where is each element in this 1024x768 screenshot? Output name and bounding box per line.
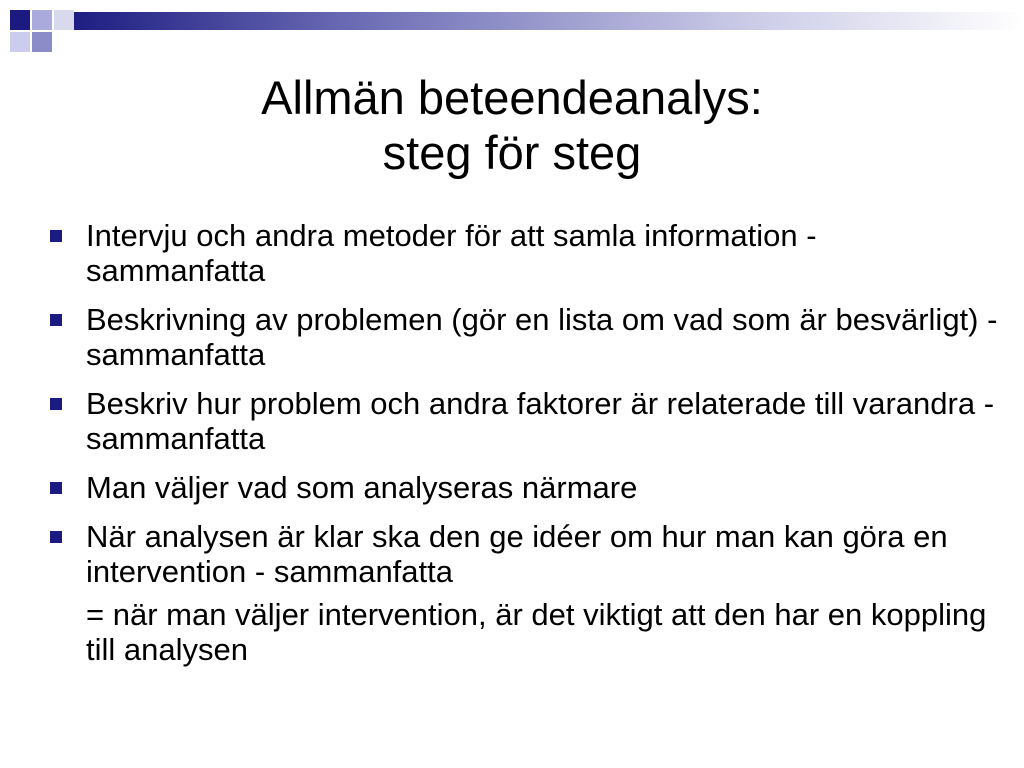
square-bullet-icon: [50, 531, 62, 543]
continuation-line: = när man väljer intervention, är det viktigt att den har en koppling till analysen: [86, 597, 987, 667]
decor-square: [32, 10, 52, 30]
bullet-text: Intervju och andra metoder för att samla information - sammanfatta: [86, 218, 817, 288]
list-item: [44, 386, 1004, 456]
decor-square: [10, 32, 30, 52]
square-bullet-icon: [50, 230, 62, 242]
decor-square: [32, 32, 52, 52]
continuation-text: [44, 597, 1004, 667]
list-item: [44, 519, 1004, 589]
slide-title: [0, 70, 1024, 180]
bullet-text: Man väljer vad som analyseras närmare: [86, 470, 638, 505]
list-item: [44, 470, 1004, 505]
list-item: [44, 302, 1004, 372]
header-decoration: [0, 0, 1024, 60]
bullet-text: När analysen är klar ska den ge idéer om hur man kan göra en intervention - sammanfatta: [86, 519, 948, 589]
gradient-bar: [60, 12, 1024, 30]
bullet-text: Beskrivning av problemen (gör en lista om vad som är besvärligt) - sammanfatta: [86, 302, 998, 372]
title-line-1: Allmän beteendeanalys:: [261, 71, 763, 124]
list-item: [44, 218, 1004, 288]
bullet-text: Beskriv hur problem och andra faktorer är relaterade till varandra - sammanfatta: [86, 386, 995, 456]
decor-square: [10, 10, 30, 30]
square-bullet-icon: [50, 482, 62, 494]
title-line-2: steg för steg: [382, 126, 642, 179]
square-bullet-icon: [50, 314, 62, 326]
decor-square: [54, 10, 74, 30]
bullet-list: [44, 218, 1004, 681]
square-bullet-icon: [50, 398, 62, 410]
